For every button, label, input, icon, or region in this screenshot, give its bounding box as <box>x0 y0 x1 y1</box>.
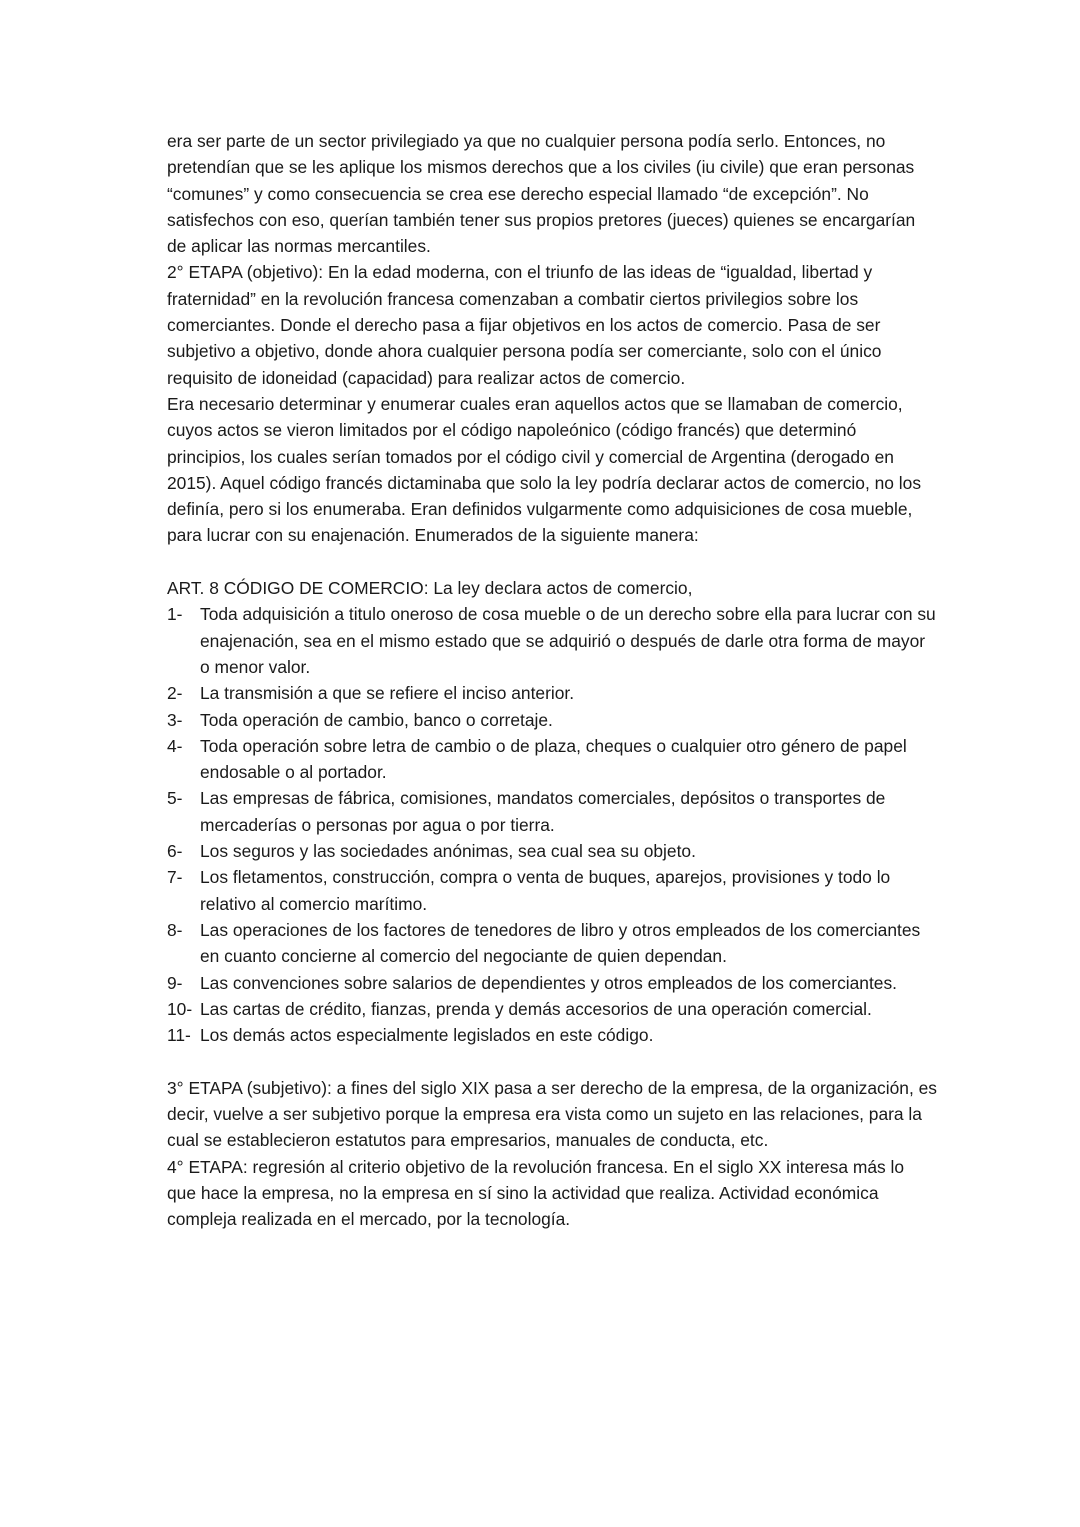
list-item <box>167 1022 937 1048</box>
list-item-number: 8- <box>167 919 183 940</box>
list-item-text: Las convenciones sobre salarios de dependientes y otros empleados de los comerciantes. <box>200 972 898 993</box>
article-heading: ART. 8 CÓDIGO DE COMERCIO: La ley declara actos de comercio, <box>167 578 693 599</box>
stage-3-paragraph: 3° ETAPA (subjetivo): a fines del siglo XIX pasa a ser derecho de la empresa, de la organización, es decir, vuelve a ser subjetivo porque la empresa era vista como un sujeto en las relaciones, para la cual se establecieron estatutos para empresarios, manuales de conducta, etc. <box>167 1077 937 1151</box>
list-item-text: Los seguros y las sociedades anónimas, sea cual sea su objeto. <box>200 841 696 862</box>
list-item-number: 10- <box>167 998 193 1019</box>
list-item-number: 5- <box>167 788 183 809</box>
list-item-text: Toda adquisición a titulo oneroso de cosa mueble o de un derecho sobre ella para lucrar con su enajenación, sea en el mismo estado que se adquirió o después de darle otra forma de mayor o menor valor. <box>200 604 936 677</box>
list-item <box>167 601 937 680</box>
list-item-number: 7- <box>167 867 183 888</box>
list-item-text: Las cartas de crédito, fianzas, prenda y demás accesorios de una operación comercial. <box>200 998 872 1019</box>
paragraph-spacer <box>167 549 937 575</box>
article-list <box>167 601 937 1048</box>
list-item <box>167 680 937 706</box>
list-item-number: 1- <box>167 604 183 625</box>
list-item-text: Toda operación sobre letra de cambio o de plaza, cheques o cualquier otro género de papel endosable o al portador. <box>200 735 907 783</box>
list-item-number: 9- <box>167 972 183 993</box>
stage-2-paragraph: 2° ETAPA (objetivo): En la edad moderna, con el triunfo de las ideas de “igualdad, libertad y fraternidad” en la revolución francesa comenzaban a combatir ciertos privilegios sobre los comerciantes. Donde el derecho pasa a fijar objetivos en los actos de comercio. Pasa de ser subjetivo a objetivo, donde ahora cualquier persona podía ser comerciante, solo con el único requisito de idoneidad (capacidad) para realizar actos de comercio. <box>167 262 882 388</box>
intro-paragraph: era ser parte de un sector privilegiado ya que no cualquier persona podía serlo. Entonces, no pretendían que se les aplique los mismos derechos que a los civiles (iu civile) que eran personas “comunes” y como consecuencia se crea ese derecho especial llamado “de excepción”. No satisfechos con eso, querían también tener sus propios pretores (jueces) quienes se encargarían de aplicar las normas mercantiles. <box>167 131 916 257</box>
list-item-text: Los fletamentos, construcción, compra o venta de buques, aparejos, provisiones y todo lo relativo al comercio marítimo. <box>200 867 891 914</box>
list-item <box>167 970 937 996</box>
list-item-number: 11- <box>167 1025 191 1046</box>
list-item-number: 6- <box>167 841 183 862</box>
list-item-text: La transmisión a que se refiere el inciso anterior. <box>200 683 575 704</box>
list-item <box>167 707 937 733</box>
list-item-text: Los demás actos especialmente legislados en este código. <box>200 1025 654 1046</box>
list-item-text: Toda operación de cambio, banco o corretaje. <box>200 709 553 730</box>
paragraph-spacer <box>167 1048 937 1074</box>
list-item-number: 3- <box>167 709 183 730</box>
list-item <box>167 785 937 838</box>
list-item <box>167 917 937 970</box>
list-item <box>167 996 937 1022</box>
stage-4-paragraph: 4° ETAPA: regresión al criterio objetivo de la revolución francesa. En el siglo XX interesa más lo que hace la empresa, no la empresa en sí sino la actividad que realiza. Actividad económica compleja realizada en el mercado, por la tecnología. <box>167 1156 905 1230</box>
list-item <box>167 864 937 917</box>
enumeration-paragraph: Era necesario determinar y enumerar cuales eran aquellos actos que se llamaban de comercio, cuyos actos se vieron limitados por el código napoleónico (código francés) que determinó principios, los cuales serían tomados por el código civil y comercial de Argentina (derogado en 2015). Aquel código francés dictaminaba que solo la ley podría declarar actos de comercio, no los definía, pero si los enumeraba. Eran definidos vulgarmente como adquisiciones de cosa mueble, para lucrar con su enajenación. Enumerados de la siguiente manera: <box>167 393 922 546</box>
list-item-text: Las empresas de fábrica, comisiones, mandatos comerciales, depósitos o transportes de mercaderías o personas por agua o por tierra. <box>200 788 886 835</box>
list-item-text: Las operaciones de los factores de tenedores de libro y otros empleados de los comerciantes en cuanto concierne al comercio del negociante de quien dependan. <box>200 919 921 967</box>
list-item <box>167 838 937 864</box>
list-item-number: 2- <box>167 683 183 704</box>
document-page <box>167 128 937 1232</box>
list-item-number: 4- <box>167 735 183 756</box>
list-item <box>167 733 937 786</box>
